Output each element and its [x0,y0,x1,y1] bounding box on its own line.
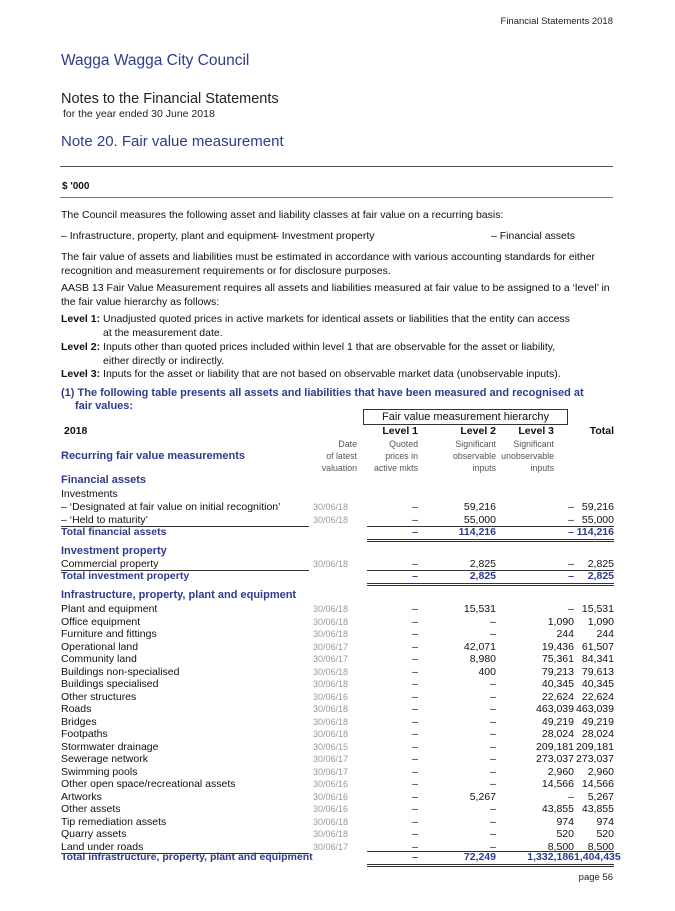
level-text: Inputs other than quoted prices included within level 1 that are observable for the asset or liability, [103,341,556,353]
table-row: Roads 30/06/18 – – 463,039 463,039 [61,703,614,715]
section-heading-infrastructure: Infrastructure, property, plant and equipment [61,589,297,601]
table-row: Commercial property 30/06/18 – 2,825 – 2,825 [61,558,614,570]
col-level2-subheader: Significant observable inputs [452,439,496,473]
table-row: Plant and equipment 30/06/18 – 15,531 – 15,531 [61,603,614,615]
table-row: Artworks 30/06/16 – 5,267 – 5,267 [61,790,614,803]
double-rule [367,583,614,586]
council-name: Wagga Wagga City Council [61,52,250,69]
asset-class-list [61,229,621,243]
year-header: 2018 [64,425,88,437]
double-rule [367,539,614,542]
table-row: Community land 30/06/17 – 8,980 75,361 84,341 [61,653,614,665]
table-row: Operational land 30/06/17 – 42,071 19,436 61,507 [61,640,614,653]
section-subheading: Investments [61,488,118,500]
level-text: Unadjusted quoted prices in active markets for identical assets or liabilities that the entity can access [103,313,570,325]
table-row: Footpaths 30/06/18 – – 28,024 28,024 [61,728,614,740]
note-heading: Note 20. Fair value measurement [61,133,284,150]
table-intro-line: (1) The following table presents all assets and liabilities that have been measured and recognised at [61,387,584,399]
level-text-cont: at the measurement date. [103,327,223,339]
level-text-cont: either directly or indirectly. [103,355,225,367]
recurring-label: Recurring fair value measurements [61,450,246,462]
double-rule [367,864,614,867]
intro-paragraph: The Council measures the following asset and liability classes at fair value on a recurring basis: [61,209,504,221]
total-row: Total investment property – 2,825 – 2,825 [61,570,614,582]
table-row: Buildings specialised 30/06/18 – – 40,345 40,345 [61,678,614,690]
table-row: Office equipment 30/06/18 – – 1,090 1,090 [61,615,614,628]
level-3-definition [61,367,621,381]
table-row: Other assets 30/06/16 – – 43,855 43,855 [61,803,614,815]
total-row: Total infrastructure, property, plant and equipment – 72,249 1,332,186 1,404,435 [61,851,621,863]
level-label: Level 2: [61,341,101,353]
unit-label: $ '000 [62,181,90,192]
col-level3-header: Level 3 [518,425,554,437]
document-header: Financial Statements 2018 [500,16,613,27]
notes-title: Notes to the Financial Statements [61,91,279,107]
paragraph-fair-value: The fair value of assets and liabilities must be estimated in accordance with various accounting standards for either recognition and measurement requirements or for disclosure purposes. [61,251,596,277]
col-level1-subheader: Quoted prices in active mkts [374,439,418,473]
col-date-subheader: Date of latest valuation [321,439,357,473]
level-label: Level 3: [61,368,101,380]
section-heading-investment: Investment property [61,545,167,557]
table-row: Land under roads 30/06/17 – – 8,500 8,500 [61,840,614,853]
table-row: Sewerage network 30/06/17 – – 273,037 273,037 [61,753,614,765]
total-row: Total financial assets – 114,216 – 114,216 [61,526,614,538]
table-row: – ‘Held to maturity’ 30/06/18 – 55,000 – 55,000 [61,514,614,526]
unit-bar [60,166,613,199]
col-level1-header: Level 1 [382,425,418,437]
table-row: Stormwater drainage 30/06/15 – – 209,181 209,181 [61,740,614,753]
table-row: Tip remediation assets 30/06/18 – – 974 974 [61,815,614,828]
level-2-definition [61,340,621,368]
paragraph-aasb13: AASB 13 Fair Value Measurement requires all assets and liabilities measured at fair value to be assigned to a ‘level’ in the fair value hierarchy as follows: [61,282,610,308]
col-level3-subheader: Significant unobservable inputs [501,439,554,473]
section-heading-financial: Financial assets [61,474,146,486]
table-row: Other open space/recreational assets 30/06/16 – – 14,566 14,566 [61,778,614,790]
table-row: Swimming pools 30/06/17 – – 2,960 2,960 [61,765,614,778]
notes-subtitle: for the year ended 30 June 2018 [63,108,215,120]
hierarchy-title-box: Fair value measurement hierarchy [363,409,568,425]
table-row: Buildings non-specialised 30/06/18 – 400 79,213 79,613 [61,665,614,678]
level-label: Level 1: [61,313,101,325]
table-row: – ‘Designated at fair value on initial recognition’ 30/06/18 – 59,216 – 59,216 [61,501,614,513]
table-row: Other structures 30/06/16 – – 22,624 22,624 [61,690,614,703]
divider [60,197,613,198]
table-row: Quarry assets 30/06/18 – – 520 520 [61,828,614,840]
bullet-item: – Financial assets [491,230,576,242]
bullet-item: – Infrastructure, property, plant and equipment [61,230,277,242]
col-level2-header: Level 2 [460,425,496,437]
table-row: Furniture and fittings 30/06/18 – – 244 244 [61,628,614,640]
table-row: Bridges 30/06/18 – – 49,219 49,219 [61,715,614,728]
table-intro-line: fair values: [75,400,134,412]
level-text: Inputs for the asset or liability that are not based on observable market data (unobservable inputs). [103,368,561,380]
col-total-header: Total [589,425,614,437]
page-number: page 56 [578,872,613,883]
level-1-definition [61,312,621,340]
bullet-item: – Investment property [273,230,375,242]
